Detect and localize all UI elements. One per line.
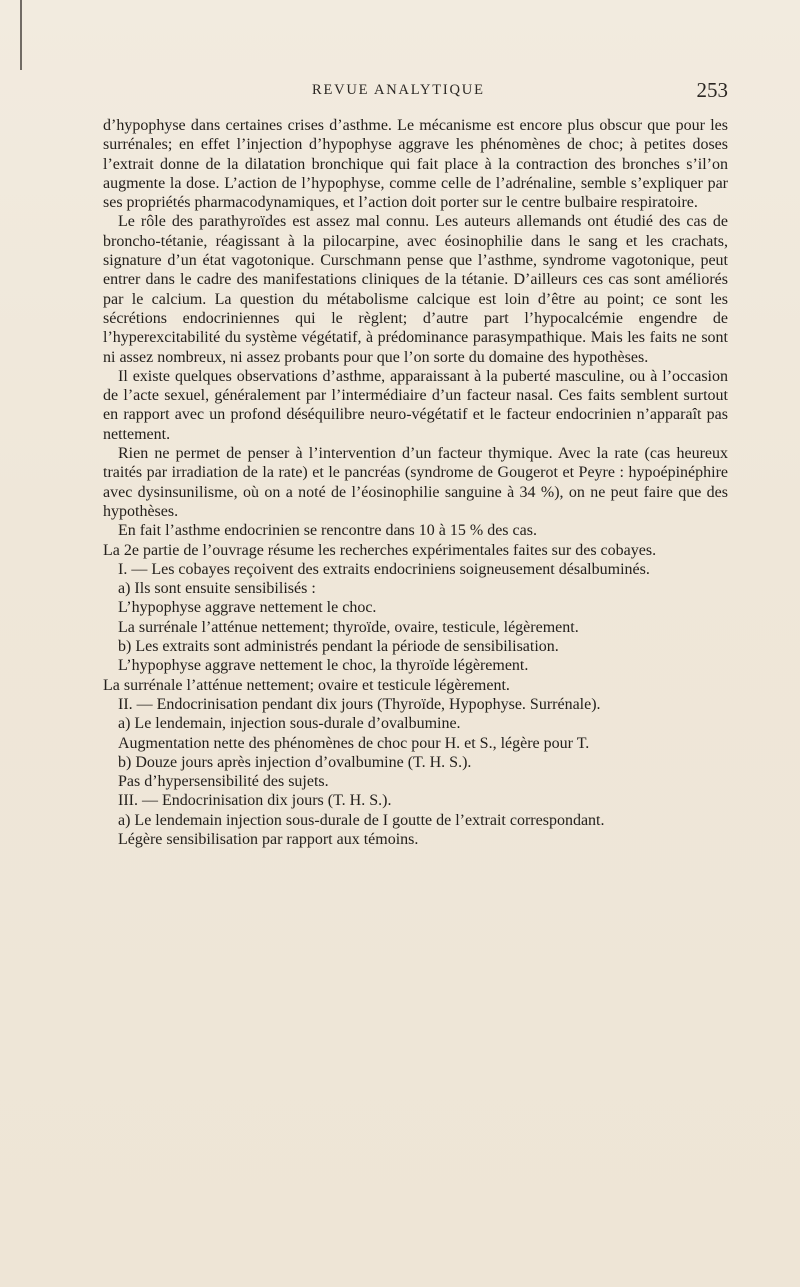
experiment-2b-result: Pas d’hypersensibilité des sujets. bbox=[118, 773, 329, 791]
experiment-2b: b) Douze jours après injection d’ovalbumine (T. H. S.). bbox=[118, 753, 472, 771]
experiment-2a-result: Augmentation nette des phénomènes de choc pour H. et S., légère pour T. bbox=[118, 734, 590, 752]
experiment-1a-result-2: La surrénale l’atténue nettement; thyroïde, ovaire, testicule, légèrement. bbox=[118, 618, 579, 636]
experiment-1a: a) Ils sont ensuite sensibilisés : bbox=[118, 580, 316, 598]
experiment-1a-result-1: L’hypophyse aggrave nettement le choc. bbox=[118, 599, 377, 617]
body-text bbox=[103, 116, 728, 849]
paragraph-thymus: Rien ne permet de penser à l’intervention d’un facteur thymique. Avec la rate (cas heureux traités par irradiation de la rate) et le pancréas (syndrome de Gougerot et Peyre : hypoépinéphire avec dysinsunilisme, où on a noté de l’éosinophilie sanguine à 34 %), on ne peut faire que des hypothèses. bbox=[103, 445, 728, 520]
experiment-2-heading: II. — Endocrinisation pendant dix jours (Thyroïde, Hypophyse. Surrénale). bbox=[118, 695, 601, 713]
paragraph-parathyroides: Le rôle des parathyroïdes est assez mal connu. Les auteurs allemands ont étudié des cas de broncho-tétanie, réagissant à la pilocarpine, avec éosinophilie dans le sang et les crachats, signature d’un état vagotonique. Curschmann pense que l’asthme, syndrome vagotonique, peut entrer dans le cadre des manifestations cliniques de la tétanie. D’ailleurs ces cas sont améliorés par le calcium. La question du métabolisme calcique est loin d’être au point; ce sont les sécrétions endocriniennes qui le règlent; d’autre part l’hypocalcémie engendre de l’hyperexcitabilité du système végétatif, à prédominance parasympathique. Mais les faits ne sont ni assez nombreux, ni assez probants pour que l’on sorte du domaine des hypothèses. bbox=[103, 213, 728, 366]
experiment-2a: a) Le lendemain, injection sous-durale d’ovalbumine. bbox=[118, 715, 461, 733]
experiment-1b-result-2: La surrénale l’atténue nettement; ovaire et testicule légèrement. bbox=[103, 676, 510, 694]
experiment-3a: a) Le lendemain injection sous-durale de I goutte de l’extrait correspondant. bbox=[118, 811, 605, 829]
page-edge-rule bbox=[20, 0, 22, 70]
page-header bbox=[110, 78, 728, 104]
experiment-1b: b) Les extraits sont administrés pendant la période de sensibilisation. bbox=[118, 638, 559, 656]
experiment-3a-result: Légère sensibilisation par rapport aux témoins. bbox=[118, 830, 419, 848]
experiment-1-heading: I. — Les cobayes reçoivent des extraits endocriniens soigneusement désalbuminés. bbox=[118, 560, 650, 578]
paragraph-puberte: Il existe quelques observations d’asthme, apparaissant à la puberté masculine, ou à l’occasion de l’acte sexuel, généralement par l’intermédiaire d’un facteur nasal. Ces faits semblent surtout en rapport avec un profond déséquilibre neuro-végétatif et le facteur endocrinien n’apparaît pas nettement. bbox=[103, 367, 728, 443]
paragraph-frequence: En fait l’asthme endocrinien se rencontre dans 10 à 15 % des cas. bbox=[118, 522, 537, 540]
page-number: 253 bbox=[696, 78, 728, 102]
experiment-1b-result-1: L’hypophyse aggrave nettement le choc, la thyroïde légèrement. bbox=[118, 657, 529, 675]
experiment-3-heading: III. — Endocrinisation dix jours (T. H. S.). bbox=[118, 792, 392, 810]
running-title: REVUE ANALYTIQUE bbox=[312, 82, 485, 98]
paragraph-hypophyse: d’hypophyse dans certaines crises d’asthme. Le mécanisme est encore plus obscur que pour les surrénales; en effet l’injection d’hypophyse aggrave les phénomènes de choc; à petites doses l’extrait donne de la dilatation bronchique qui fait place à la contraction des bronches s’il’on augmente la dose. L’action de l’hypophyse, comme celle de l’adrénaline, semble s’expliquer par ses propriétés pharmacodynamiques, et l’action doit porter sur le centre bulbaire respiratoire. bbox=[103, 117, 728, 212]
paragraph-deuxieme-partie: La 2e partie de l’ouvrage résume les recherches expérimentales faites sur des cobayes. bbox=[103, 541, 657, 559]
